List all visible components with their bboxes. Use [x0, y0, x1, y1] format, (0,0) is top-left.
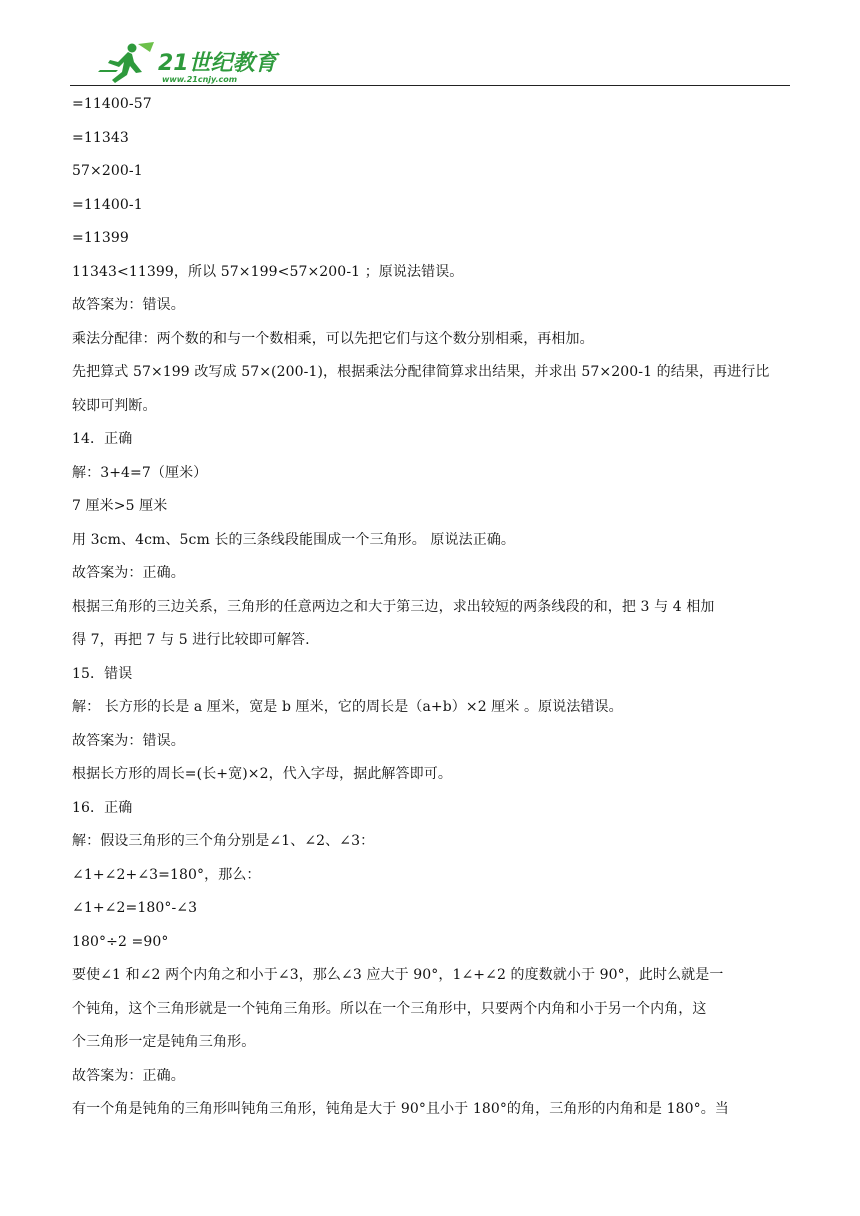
- answer-line: 故答案为：正确。: [72, 565, 185, 581]
- text-line: =11399: [72, 230, 129, 246]
- question-heading: 15．错误: [72, 665, 133, 682]
- answer-line: 故答案为：错误。: [72, 297, 185, 313]
- text-line: ∠1+∠2=180°-∠3: [72, 900, 198, 916]
- text-line: 个钝角，这个三角形就是一个钝角三角形。所以在一个三角形中，只要两个内角和小于另一个内角，这: [72, 1000, 707, 1017]
- page-header: [70, 38, 790, 88]
- question-heading: 14．正确: [72, 431, 133, 447]
- explanation-line: 得 7，再把 7 与 5 进行比较即可解答.: [72, 632, 310, 648]
- explanation-line: 乘法分配律：两个数的和与一个数相乘，可以先把它们与这个数分别相乘，再相加。: [72, 330, 594, 347]
- text-line: =11400-57: [72, 96, 152, 112]
- explanation-line: 先把算式 57×199 改写成 57×(200-1)，根据乘法分配律简算求出结果，并求出 57×200-1 的结果，再进行比: [72, 364, 770, 380]
- text-line: =11343: [72, 129, 129, 146]
- answer-line: 故答案为：错误。: [72, 732, 185, 749]
- text-line: 个三角形一定是钝角三角形。: [72, 1034, 256, 1050]
- answer-line: 故答案为：正确。: [72, 1067, 185, 1084]
- logo: [88, 40, 277, 84]
- text-line: 解： 长方形的长是 a 厘米，宽是 b 厘米，它的周长是（a+b）×2 厘米 。原说法错误。: [72, 699, 623, 715]
- explanation-line: 较即可判断。: [72, 397, 157, 414]
- header-divider: [70, 85, 790, 86]
- text-line: 用 3cm、4cm、5cm 长的三条线段能围成一个三角形。 原说法正确。: [72, 531, 516, 548]
- runner-icon: [98, 42, 154, 83]
- explanation-line: 根据三角形的三边关系，三角形的任意两边之和大于第三边，求出较短的两条线段的和，把 3 与 4 相加: [72, 598, 715, 615]
- text-line: 解：假设三角形的三个角分别是∠1、∠2、∠3：: [72, 833, 375, 849]
- text-line: ∠1+∠2+∠3=180°，那么：: [72, 866, 261, 883]
- text-line: 要使∠1 和∠2 两个内角之和小于∠3，那么∠3 应大于 90°，1∠+∠2 的度数就小于 90°，此时么就是一: [72, 967, 724, 983]
- question-heading: 16．正确: [72, 799, 133, 816]
- text-line: 57×200-1: [72, 163, 143, 179]
- text-line: =11400-1: [72, 196, 143, 213]
- logo-text: 21世纪教育: [158, 51, 277, 76]
- explanation-line: 根据长方形的周长=(长+宽)×2，代入字母，据此解答即可。: [72, 766, 452, 782]
- logo-url: www.21cnjy.com: [162, 75, 238, 84]
- text-line: 7 厘米>5 厘米: [72, 498, 168, 514]
- document-body: [72, 88, 794, 1127]
- text-line: 11343<11399，所以 57×199<57×200-1 ；原说法错误。: [72, 263, 464, 280]
- explanation-line: 有一个角是钝角的三角形叫钝角三角形，钝角是大于 90°且小于 180°的角，三角形的内角和是 180°。当: [72, 1101, 729, 1117]
- text-line: 解：3+4=7（厘米）: [72, 464, 208, 481]
- text-line: 180°÷2 =90°: [72, 933, 169, 950]
